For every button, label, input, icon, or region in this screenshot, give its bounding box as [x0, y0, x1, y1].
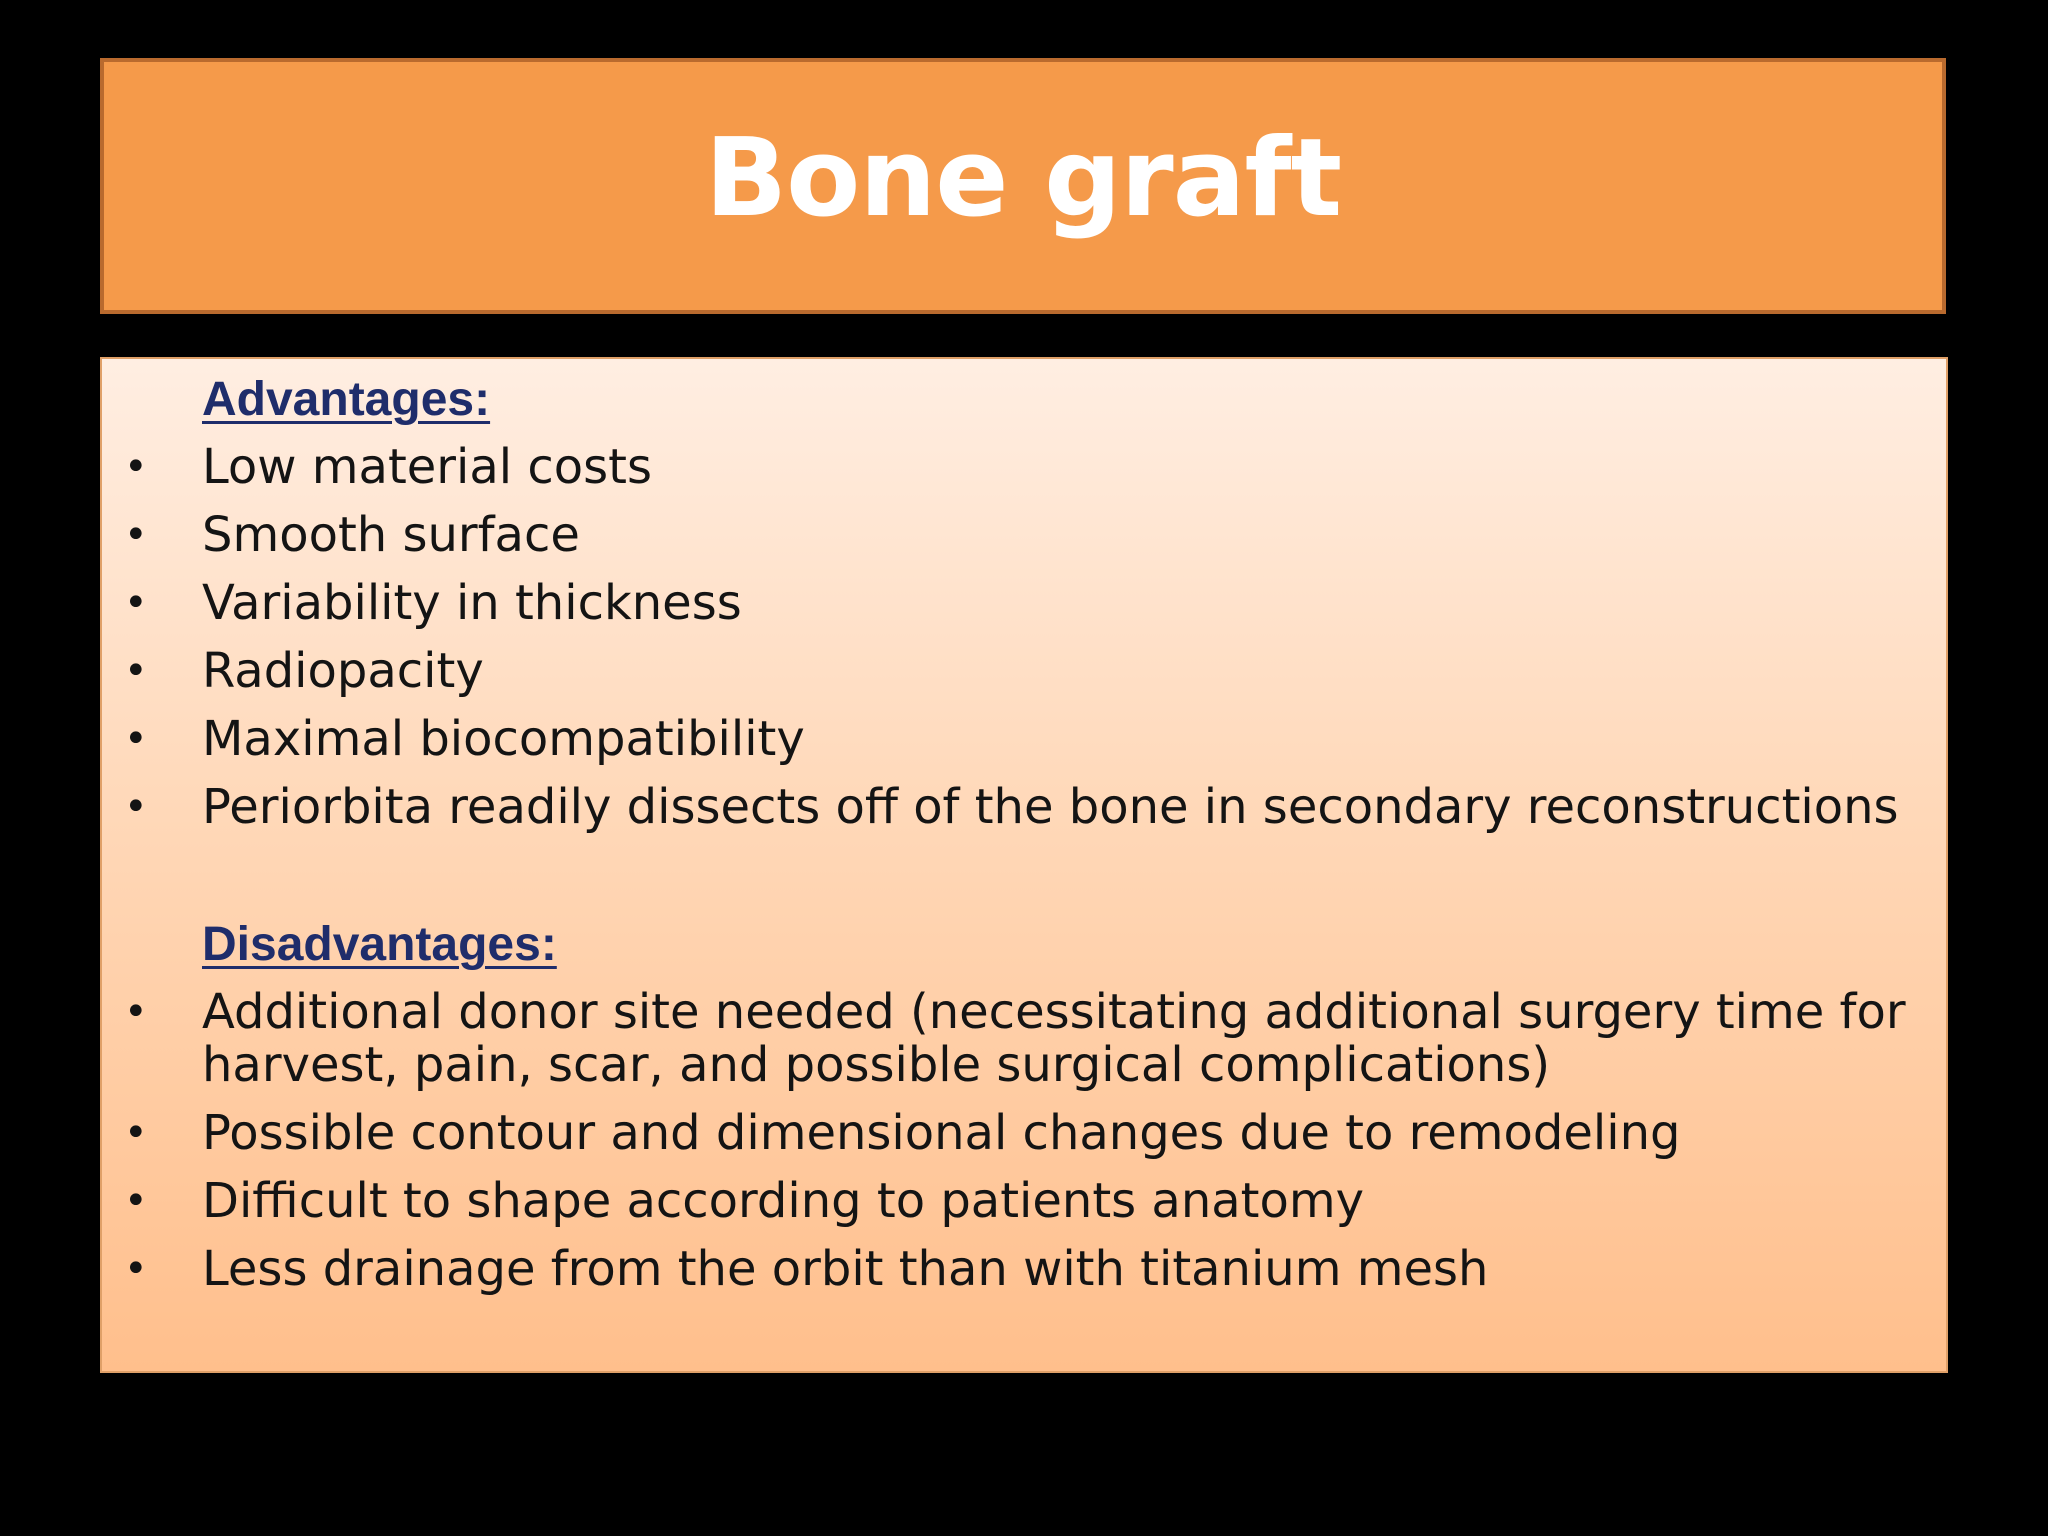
bullet-icon: •	[124, 648, 148, 694]
list-item	[102, 577, 1899, 630]
content-box	[100, 357, 1948, 1373]
bullet-icon: •	[124, 784, 148, 830]
bullet-icon: •	[124, 580, 148, 626]
disadvantages-heading: Disadvantages:	[202, 918, 557, 971]
disadvantage-text: Less drainage from the orbit than with titanium mesh	[202, 1241, 1489, 1297]
title-box	[100, 58, 1946, 314]
advantage-text: Low material costs	[202, 439, 652, 495]
bullet-icon: •	[124, 1178, 148, 1224]
list-item	[102, 713, 1899, 766]
disadvantage-text: Difficult to shape according to patients anatomy	[202, 1173, 1365, 1229]
slide-title: Bone graft	[704, 116, 1342, 241]
bullet-icon: •	[124, 989, 148, 1035]
advantage-text: Smooth surface	[202, 507, 580, 563]
list-item	[102, 1243, 1942, 1296]
list-item	[102, 1107, 1942, 1160]
disadvantages-list	[102, 986, 1942, 1311]
list-item	[102, 1175, 1942, 1228]
list-item	[102, 645, 1899, 698]
bullet-icon: •	[124, 444, 148, 490]
list-item	[102, 509, 1899, 562]
list-item	[102, 781, 1899, 834]
list-item	[102, 986, 1942, 1092]
bullet-icon: •	[124, 512, 148, 558]
list-item	[102, 441, 1899, 494]
advantage-text: Radiopacity	[202, 643, 484, 699]
advantage-text: Maximal biocompatibility	[202, 711, 805, 767]
advantages-list	[102, 441, 1899, 849]
bullet-icon: •	[124, 1246, 148, 1292]
disadvantage-text: Possible contour and dimensional changes due to remodeling	[202, 1105, 1681, 1161]
bullet-icon: •	[124, 1110, 148, 1156]
advantage-text: Periorbita readily dissects off of the bone in secondary reconstructions	[202, 779, 1899, 835]
advantage-text: Variability in thickness	[202, 575, 742, 631]
advantages-heading: Advantages:	[202, 373, 491, 426]
disadvantage-text: Additional donor site needed (necessitating additional surgery time for harvest, pain, scar, and possible surgical complications)	[202, 984, 1906, 1093]
bullet-icon: •	[124, 716, 148, 762]
